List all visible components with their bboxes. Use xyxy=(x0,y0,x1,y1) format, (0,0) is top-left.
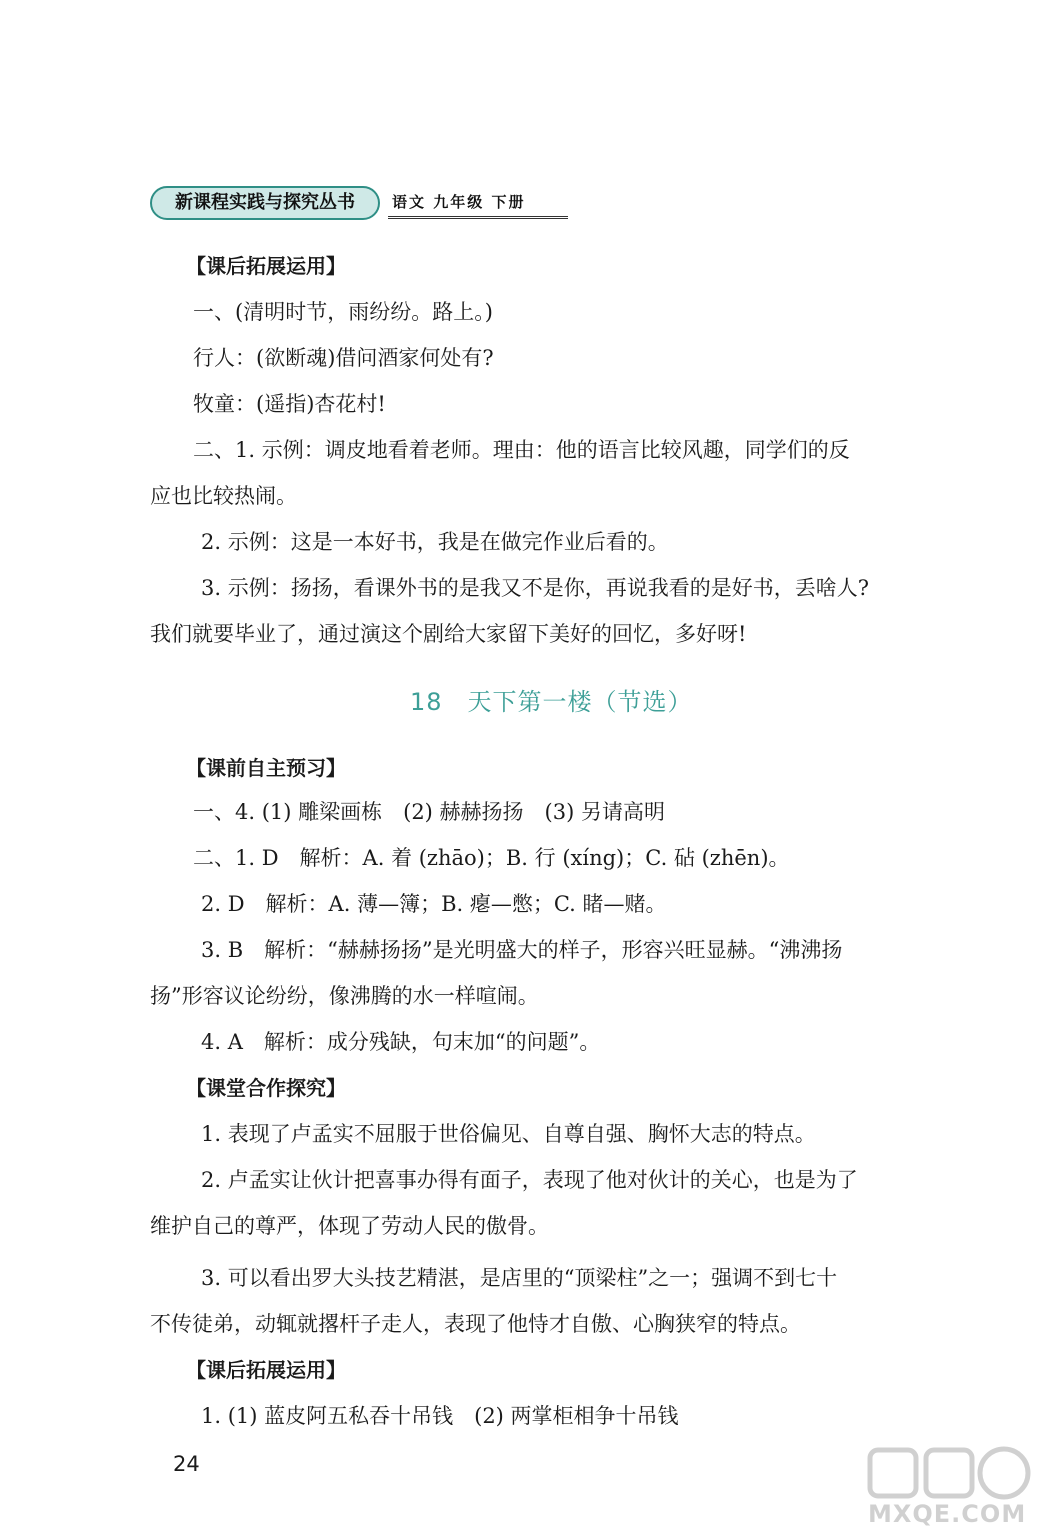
answer-line: 应也比较热闹。 xyxy=(150,484,297,508)
answer-line: 1. (1) 蓝皮阿五私吞十吊钱 (2) 两掌柜相争十吊钱 xyxy=(201,1404,679,1428)
section-heading-preview: 【课前自主预习】 xyxy=(186,756,346,780)
watermark-logo xyxy=(862,1444,1040,1532)
lesson-title: 18 天下第一楼（节选） xyxy=(410,688,693,716)
answer-line: 一、4. (1) 雕梁画栋 (2) 赫赫扬扬 (3) 另请高明 xyxy=(193,800,665,824)
answer-line: 行人：(欲断魂)借问酒家何处有? xyxy=(193,346,494,370)
answer-line: 2. 卢孟实让伙计把喜事办得有面子，表现了他对伙计的关心，也是为了 xyxy=(201,1168,858,1192)
answer-line: 二、1. 示例：调皮地看着老师。理由：他的语言比较风趣，同学们的反 xyxy=(193,438,850,462)
answer-line: 1. 表现了卢孟实不屈服于世俗偏见、自尊自强、胸怀大志的特点。 xyxy=(201,1122,816,1146)
section-heading-classroom: 【课堂合作探究】 xyxy=(186,1076,346,1100)
series-name-badge: 新课程实践与探究丛书 xyxy=(150,186,380,220)
answer-line: 一、(清明时节，雨纷纷。路上。) xyxy=(193,300,493,324)
answer-line: 2. D 解析：A. 薄—簿；B. 瘪—憋；C. 睹—赌。 xyxy=(201,892,667,916)
page-number: 24 xyxy=(173,1452,200,1476)
watermark-text: MXQE.COM xyxy=(868,1500,1027,1528)
answer-line: 3. 示例：扬扬，看课外书的是我又不是你，再说我看的是好书，丢啥人? xyxy=(201,576,869,600)
answer-line: 牧童：(遥指)杏花村! xyxy=(193,392,386,416)
subject-grade-label: 语文 九年级 下册 xyxy=(388,190,568,219)
answer-line: 3. B 解析：“赫赫扬扬”是光明盛大的样子，形容兴旺显赫。“沸沸扬 xyxy=(201,938,843,962)
answer-line: 2. 示例：这是一本好书，我是在做完作业后看的。 xyxy=(201,530,669,554)
section-heading-after-class: 【课后拓展运用】 xyxy=(186,254,346,278)
answer-line: 维护自己的尊严，体现了劳动人民的傲骨。 xyxy=(150,1214,549,1238)
answer-line: 扬”形容议论纷纷，像沸腾的水一样喧闹。 xyxy=(150,984,539,1008)
page-header xyxy=(150,186,564,220)
section-heading-after-class-2: 【课后拓展运用】 xyxy=(186,1358,346,1382)
answer-line: 我们就要毕业了，通过演这个剧给大家留下美好的回忆，多好呀! xyxy=(150,622,747,646)
answer-line: 4. A 解析：成分残缺，句末加“的问题”。 xyxy=(201,1030,601,1054)
answer-line: 不传徒弟，动辄就撂杆子走人，表现了他恃才自傲、心胸狭窄的特点。 xyxy=(150,1312,801,1336)
watermark-icon xyxy=(862,1444,1040,1504)
answer-line: 二、1. D 解析：A. 着 (zhāo)；B. 行 (xíng)；C. 砧 (zhēn)。 xyxy=(193,846,790,870)
answer-line: 3. 可以看出罗大头技艺精湛，是店里的“顶梁柱”之一；强调不到七十 xyxy=(201,1266,838,1290)
